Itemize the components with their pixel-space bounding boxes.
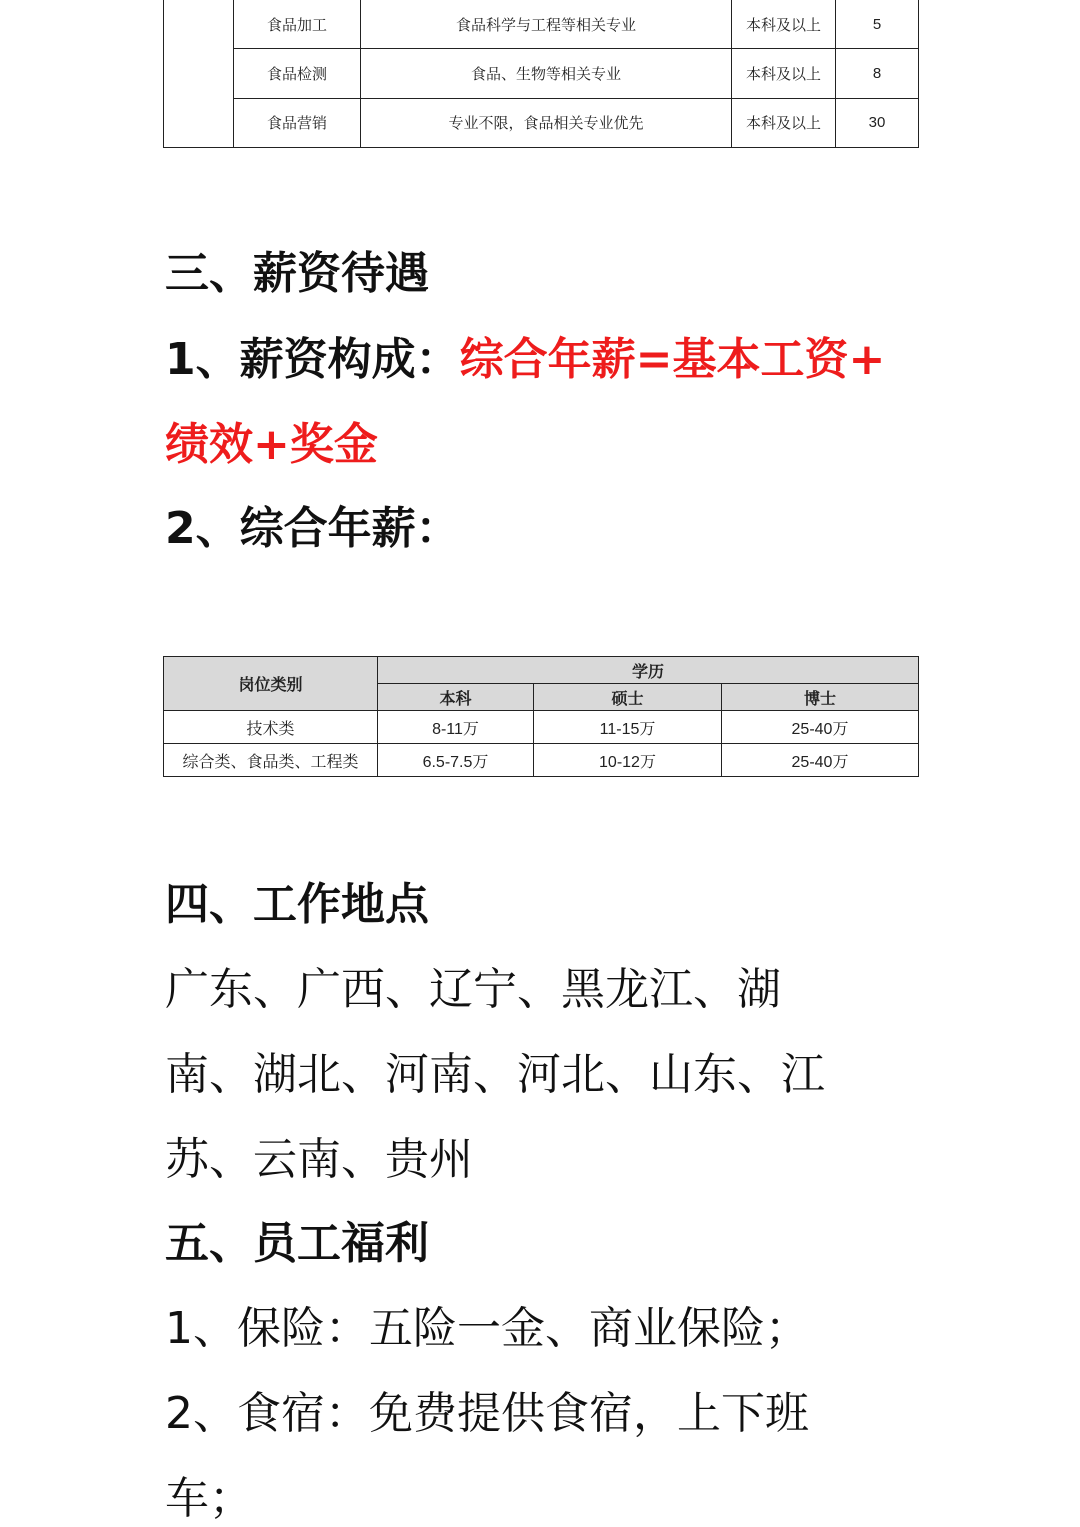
salary-structure-label: 1、薪资构成： [165,334,460,385]
positions-table [163,0,919,148]
count-cell: 8 [836,49,919,98]
benefit-insurance: 1、保险：五险一金、商业保险； [165,1303,809,1354]
value-cell: 11-15万 [534,711,722,744]
salary-heading: 三、薪资待遇 [165,248,429,299]
major-cell: 食品科学与工程等相关专业 [361,0,732,49]
education-cell: 本科及以上 [732,98,836,147]
count-cell: 5 [836,0,919,49]
major-cell: 专业不限，食品相关专业优先 [361,98,732,147]
benefit-lodging: 2、食宿：免费提供食宿，上下班 [165,1388,809,1439]
header-education: 学历 [378,657,919,684]
benefit-lodging-cont: 车； [165,1473,253,1524]
position-cell: 食品营销 [234,98,361,147]
merged-category-cell [164,0,234,148]
salary-table [163,656,919,777]
salary-formula-part2: 绩效+奖金 [165,419,378,470]
education-cell: 本科及以上 [732,49,836,98]
header-doctor: 博士 [722,684,919,711]
benefits-heading: 五、员工福利 [165,1218,429,1269]
value-cell: 8-11万 [378,711,534,744]
table-header-row [164,657,919,684]
location-heading: 四、工作地点 [165,879,429,930]
table-row [164,98,919,147]
category-cell: 综合类、食品类、工程类 [164,744,378,777]
header-bachelor: 本科 [378,684,534,711]
value-cell: 25-40万 [722,711,919,744]
salary-structure-line [165,334,886,385]
annual-salary-label: 2、综合年薪： [165,503,460,554]
header-master: 硕士 [534,684,722,711]
table-row [164,711,919,744]
location-line: 南、湖北、河南、河北、山东、江 [165,1049,825,1100]
table-row [164,744,919,777]
count-cell: 30 [836,98,919,147]
major-cell: 食品、生物等相关专业 [361,49,732,98]
position-cell: 食品检测 [234,49,361,98]
value-cell: 6.5-7.5万 [378,744,534,777]
category-cell: 技术类 [164,711,378,744]
table-row [164,49,919,98]
education-cell: 本科及以上 [732,0,836,49]
location-line: 苏、云南、贵州 [165,1134,473,1185]
position-cell: 食品加工 [234,0,361,49]
table-row [164,0,919,49]
location-line: 广东、广西、辽宁、黑龙江、湖 [165,964,781,1015]
value-cell: 10-12万 [534,744,722,777]
salary-formula-part1: 综合年薪=基本工资+ [459,334,886,385]
header-category: 岗位类别 [164,657,378,711]
value-cell: 25-40万 [722,744,919,777]
